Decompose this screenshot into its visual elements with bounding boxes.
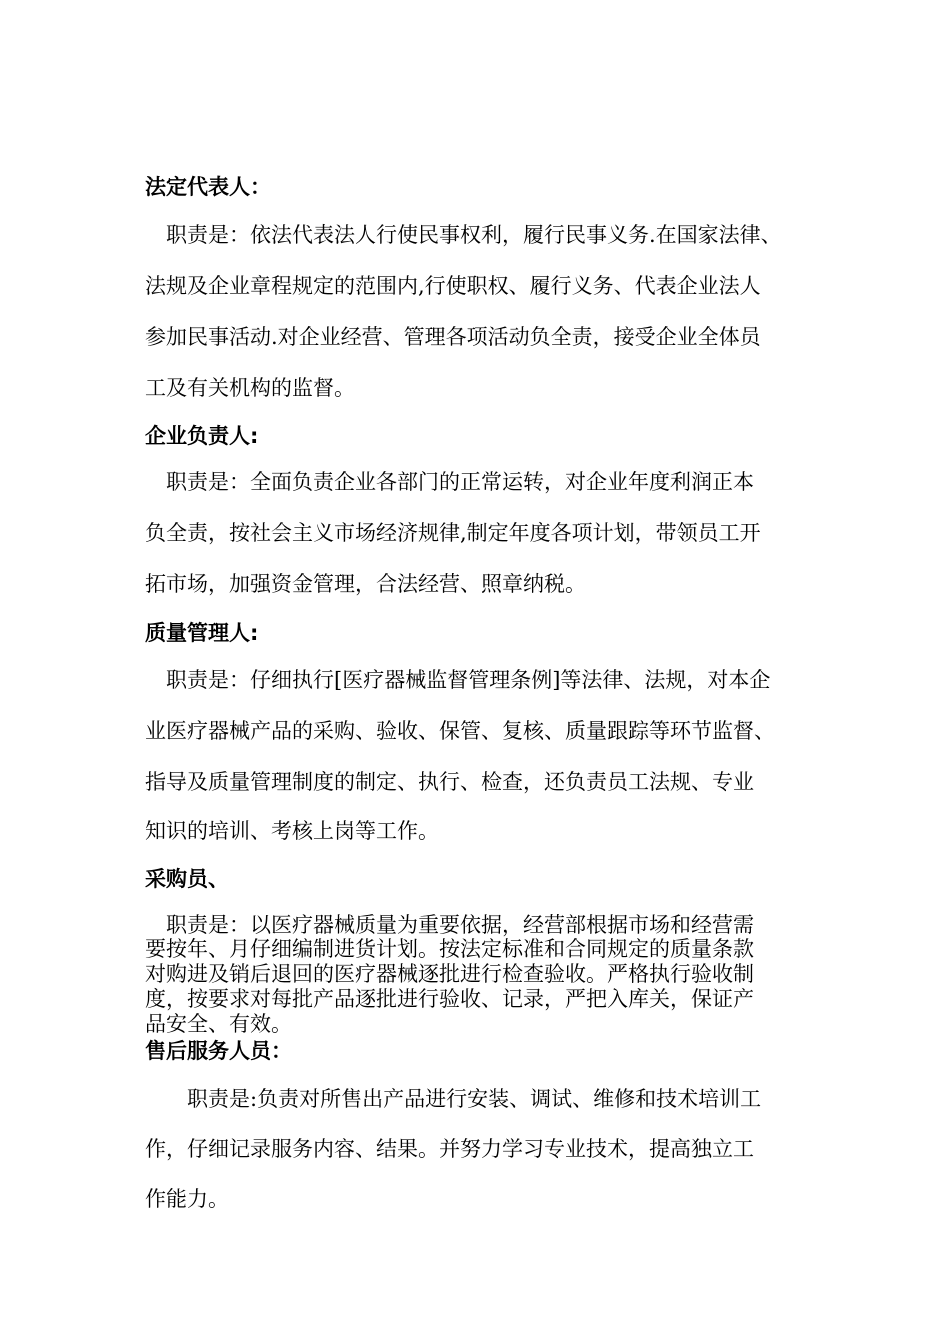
paragraph-line: 法规及企业章程规定的范围内,行使职权、履行义务、代表企业法人 [145,274,761,298]
paragraph-line: 要按年、月仔细编制进货计划。按法定标准和合同规定的质量条款 [145,937,754,961]
paragraph-line: 职责是：以医疗器械质量为重要依据，经营部根据市场和经营需 [145,913,754,937]
paragraph-line: 指导及质量管理制度的制定、执行、检查，还负责员工法规、专业 [145,770,754,794]
paragraph-line: 工及有关机构的监督。 [145,376,355,400]
paragraph-line: 职责是：仔细执行[医疗器械监督管理条例]等法律、法规，对本企 [145,668,771,692]
paragraph-line: 度，按要求对每批产品逐批进行验收、记录，严把入库关，保证产 [145,987,754,1011]
paragraph-line: 对购进及销后退回的医疗器械逐批进行检查验收。严格执行验收制 [145,962,754,986]
paragraph-line: 作，仔细记录服务内容、结果。并努力学习专业技术，提高独立工 [145,1137,754,1161]
paragraph-line: 作能力。 [145,1187,229,1211]
section-heading: 法定代表人： [145,175,271,199]
paragraph-line: 知识的培训、考核上岗等工作。 [145,819,439,843]
section-heading: 企业负责人: [145,424,259,448]
paragraph-line: 负全责，按社会主义市场经济规律,制定年度各项计划，带领员工开 [145,521,761,545]
paragraph-line: 拓市场，加强资金管理，合法经营、照章纳税。 [145,572,586,596]
paragraph-line: 品安全、有效。 [145,1012,292,1036]
paragraph-line: 职责是：全面负责企业各部门的正常运转，对企业年度利润正本 [145,470,754,494]
section-heading: 质量管理人: [145,621,259,645]
section-heading: 售后服务人员： [145,1039,292,1063]
paragraph-line: 职责是:负责对所售出产品进行安装、调试、维修和技术培训工 [145,1087,762,1111]
paragraph-line: 职责是：依法代表法人行使民事权利，履行民事义务.在国家法律、 [145,223,782,247]
paragraph-line: 参加民事活动.对企业经营、管理各项活动负全责，接受企业全体员 [145,325,761,349]
section-heading: 采购员、 [145,867,229,891]
paragraph-line: 业医疗器械产品的采购、验收、保管、复核、质量跟踪等环节监督、 [145,719,775,743]
